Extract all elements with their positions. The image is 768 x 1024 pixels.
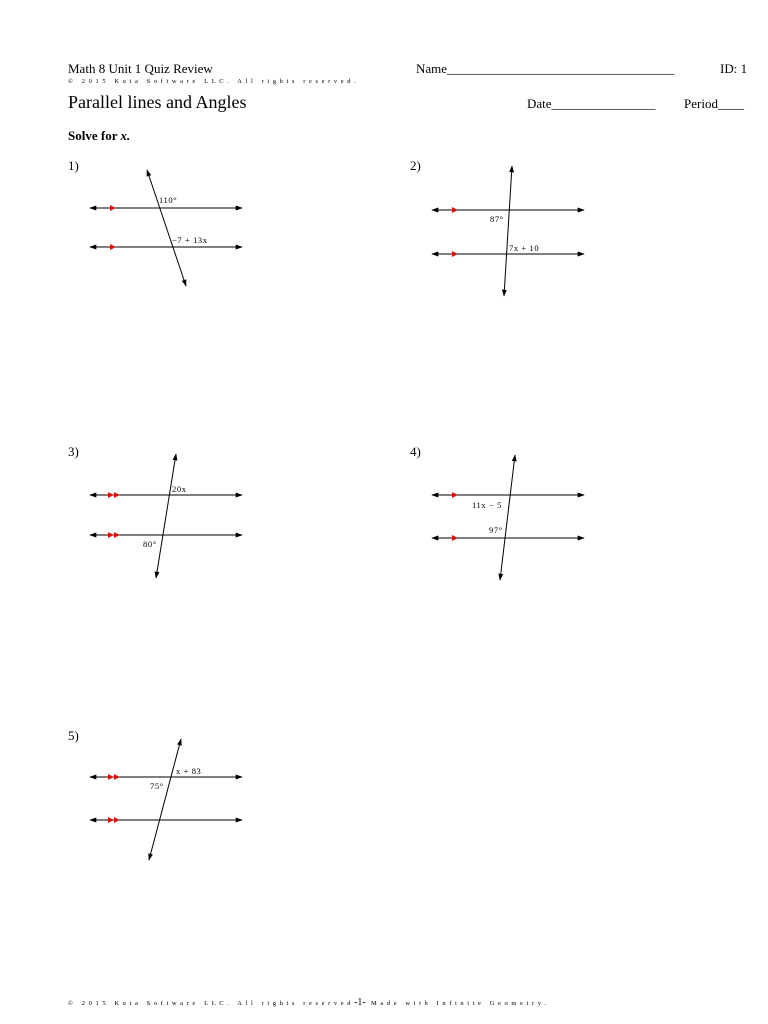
parallel-mark-icon: [114, 817, 120, 823]
figure-1: [90, 170, 242, 286]
parallel-mark-icon: [452, 535, 458, 541]
copyright-top: © 2015 Kuta Software LLC. All rights reserved.: [68, 78, 360, 85]
angle-label-b: 7x + 10: [509, 243, 540, 253]
transversal: [500, 455, 515, 580]
parallel-mark-icon: [452, 492, 458, 498]
footer: [68, 997, 549, 1008]
parallel-mark-icon: [114, 532, 120, 538]
parallel-mark-icon: [452, 251, 458, 257]
name-field: Name___________________________________: [416, 61, 675, 76]
transversal: [504, 166, 512, 296]
id-label: ID: 1: [720, 61, 748, 76]
parallel-mark-icon: [108, 774, 114, 780]
problem-1-number: 1): [68, 158, 79, 173]
problem-2-number: 2): [410, 158, 421, 173]
angle-label-a: x + 83: [176, 766, 202, 776]
problem-5-number: 5): [68, 728, 79, 743]
parallel-mark-icon: [452, 207, 458, 213]
transversal: [156, 454, 176, 578]
angle-label-a: 11x − 5: [472, 500, 502, 510]
instructions-text: Solve for: [68, 128, 118, 143]
transversal: [149, 739, 181, 860]
angle-label-a: 87°: [490, 214, 504, 224]
transversal: [147, 170, 186, 286]
angle-label-b: 97°: [489, 525, 503, 535]
parallel-mark-icon: [108, 817, 114, 823]
figure-2: [432, 166, 584, 296]
period-field: Period____: [684, 96, 744, 111]
problem-4-number: 4): [410, 444, 421, 459]
instructions-variable: x.: [120, 128, 131, 143]
figure-3: [90, 454, 242, 578]
parallel-mark-icon: [114, 492, 120, 498]
parallel-mark-icon: [110, 244, 116, 250]
figure-5: [90, 739, 242, 860]
footer-made-with: Made with Infinite Geometry.: [371, 1000, 550, 1007]
course-title: Math 8 Unit 1 Quiz Review: [68, 61, 213, 76]
angle-label-b: 75°: [150, 781, 164, 791]
worksheet-title: Parallel lines and Angles: [68, 92, 247, 112]
date-field: Date________________: [527, 96, 656, 111]
parallel-mark-icon: [110, 205, 116, 211]
parallel-mark-icon: [108, 532, 114, 538]
parallel-mark-icon: [114, 774, 120, 780]
angle-label-a: 20x: [172, 484, 187, 494]
problem-3-number: 3): [68, 444, 79, 459]
footer-copyright: © 2015 Kuta Software LLC. All rights reserved: [68, 1000, 355, 1007]
angle-label-a: 110°: [159, 195, 178, 205]
angle-label-b: −7 + 13x: [172, 235, 208, 245]
figure-4: [432, 455, 584, 580]
angle-label-b: 80°: [143, 539, 157, 549]
parallel-mark-icon: [108, 492, 114, 498]
page-number: -1-: [354, 997, 366, 1008]
